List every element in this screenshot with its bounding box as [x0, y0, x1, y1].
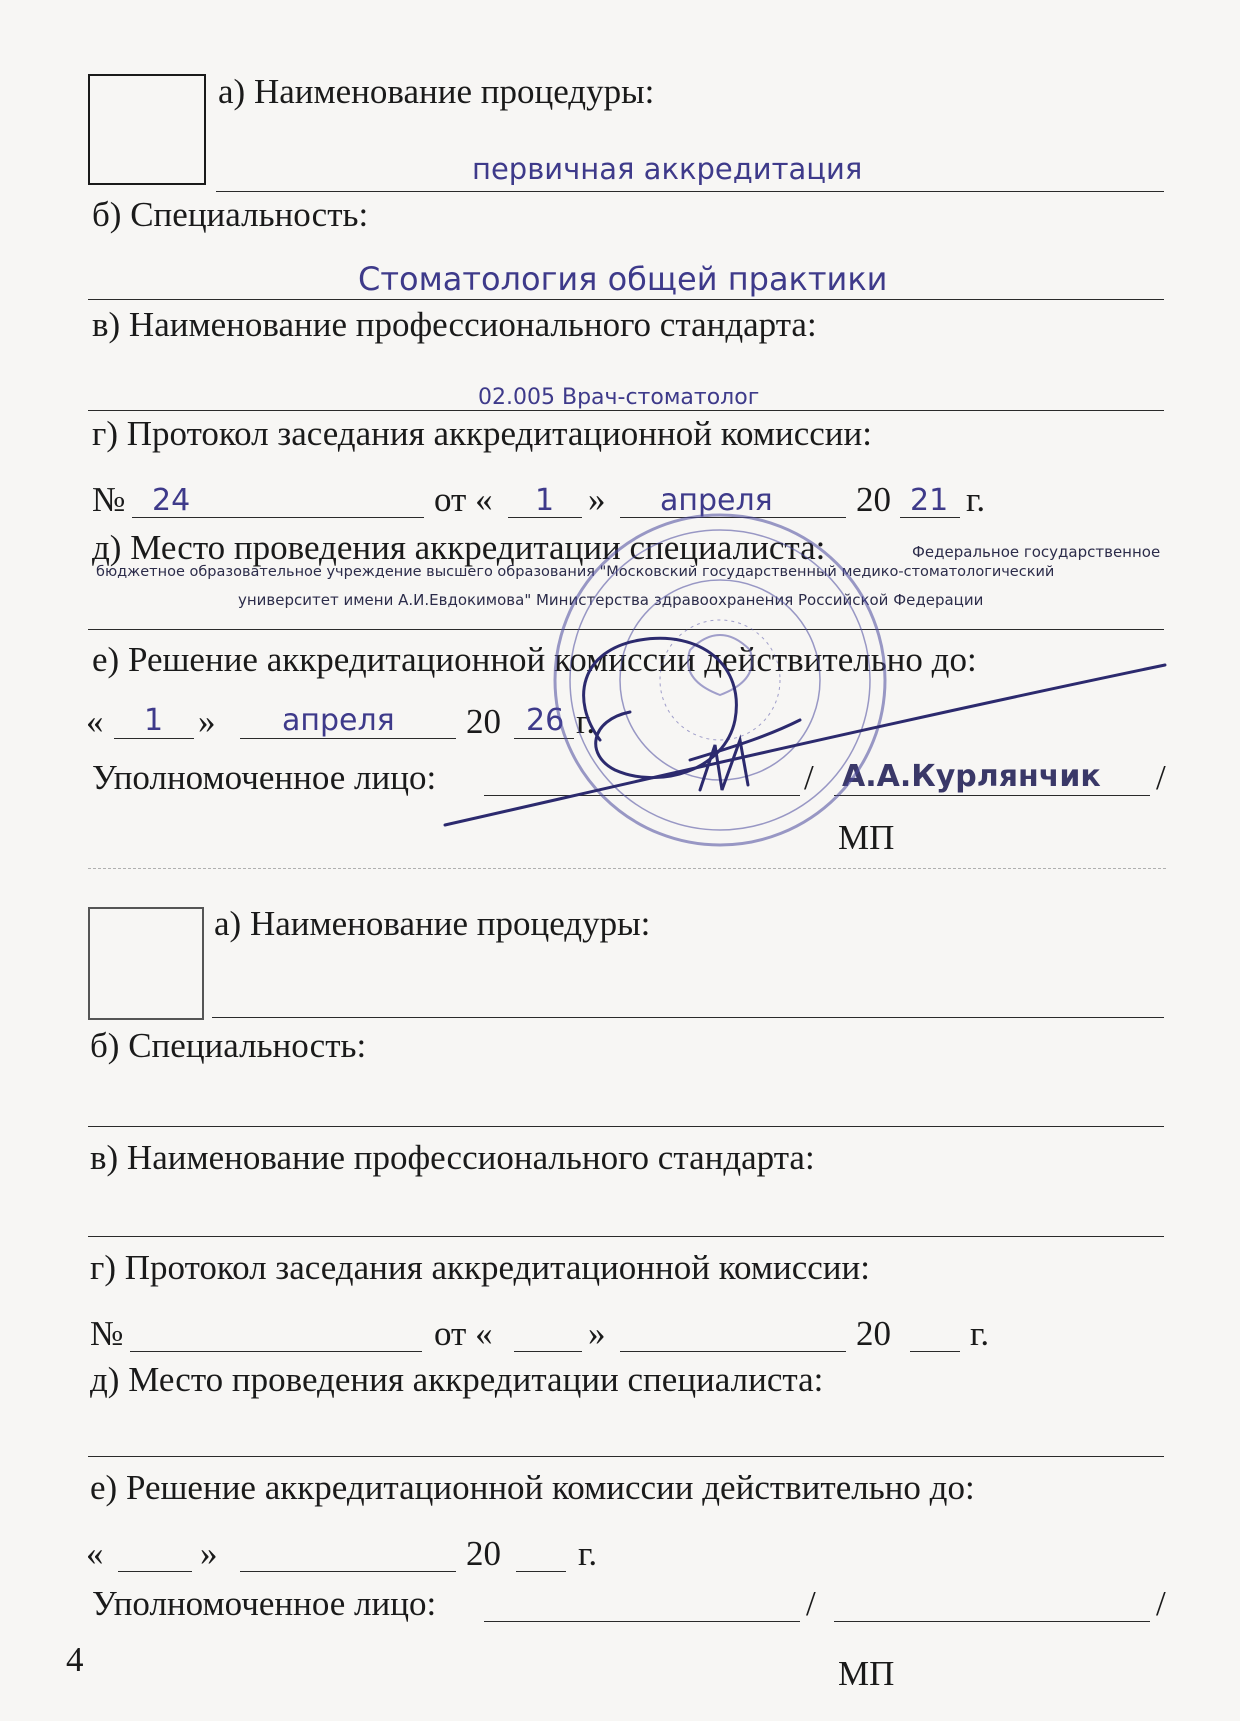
checkbox-2[interactable] — [88, 907, 204, 1020]
place-value-1a: Федеральное государственное — [912, 543, 1161, 561]
valid-g-1: г. — [576, 702, 596, 741]
place-line-1 — [88, 629, 1164, 630]
valid-year-line-2 — [516, 1571, 566, 1572]
protocol-month-line-2 — [620, 1351, 846, 1352]
close-quote-2: » — [588, 1314, 606, 1353]
valid-year-line-1 — [514, 738, 574, 739]
valid-open-quote-2: « — [86, 1534, 104, 1573]
protocol-day-1: 1 — [535, 483, 555, 518]
protocol-number-line-1 — [132, 517, 424, 518]
specialty-label-2: б) Специальность: — [90, 1026, 367, 1065]
authorized-label-1: Уполномоченное лицо: — [92, 758, 437, 797]
signature-line-2 — [484, 1621, 800, 1622]
protocol-year-line-2 — [910, 1351, 960, 1352]
valid-close-quote-2: » — [200, 1534, 218, 1573]
valid-month-1: апреля — [282, 703, 395, 738]
specialty-line-1 — [88, 299, 1164, 300]
place-value-1c: университет имени А.И.Евдокимова" Министерства здравоохранения Российской Федерации — [238, 591, 984, 609]
protocol-month-1: апреля — [660, 483, 773, 518]
checkbox-1[interactable] — [88, 74, 206, 185]
valid-close-quote-1: » — [198, 702, 216, 741]
place-value-1b: бюджетное образовательное учреждение высшего образования "Московский государственный медико-стоматологический — [96, 564, 1055, 580]
slash-1b: / — [1156, 758, 1166, 797]
number-sign-2: № — [90, 1314, 124, 1353]
number-sign-1: № — [92, 480, 126, 519]
procedure-label-1: а) Наименование процедуры: — [218, 72, 655, 111]
valid-label-2: е) Решение аккредитационной комиссии действительно до: — [90, 1468, 975, 1507]
page-number: 4 — [66, 1640, 84, 1679]
standard-label-2: в) Наименование профессионального стандарта: — [90, 1138, 815, 1177]
valid-year-prefix-1: 20 — [466, 702, 501, 741]
authorized-name-1: А.А.Курлянчик — [842, 759, 1101, 794]
protocol-year-line-1 — [900, 517, 960, 518]
protocol-month-line-1 — [620, 517, 846, 518]
valid-year-prefix-2: 20 — [466, 1534, 501, 1573]
procedure-label-2: а) Наименование процедуры: — [214, 904, 651, 943]
valid-day-line-2 — [118, 1571, 192, 1572]
specialty-label-1: б) Специальность: — [92, 195, 369, 234]
year-prefix-1: 20 — [856, 480, 891, 519]
protocol-number-1: 24 — [152, 483, 191, 518]
slash-1a: / — [804, 758, 814, 797]
valid-open-quote-1: « — [86, 702, 104, 741]
valid-g-2: г. — [578, 1534, 598, 1573]
valid-year-1: 26 — [526, 703, 565, 738]
procedure-line-2 — [212, 1017, 1164, 1018]
valid-label-1: е) Решение аккредитационной комиссии действительно до: — [92, 640, 977, 679]
specialty-line-2 — [88, 1126, 1164, 1127]
valid-month-line-1 — [240, 738, 456, 739]
name-line-2 — [834, 1621, 1150, 1622]
protocol-day-line-2 — [514, 1351, 582, 1352]
specialty-value-1: Стоматология общей практики — [358, 260, 888, 298]
signature-line-1 — [484, 795, 800, 796]
slash-2b: / — [1156, 1584, 1166, 1623]
slash-2a: / — [806, 1584, 816, 1623]
place-label-1: д) Место проведения аккредитации специалиста: — [92, 528, 826, 567]
place-label-2: д) Место проведения аккредитации специалиста: — [90, 1360, 824, 1399]
standard-line-2 — [88, 1236, 1164, 1237]
protocol-label-1: г) Протокол заседания аккредитационной комиссии: — [92, 414, 872, 453]
from-text-1: от « — [434, 480, 493, 519]
authorized-label-2: Уполномоченное лицо: — [92, 1584, 437, 1623]
protocol-label-2: г) Протокол заседания аккредитационной комиссии: — [90, 1248, 870, 1287]
procedure-value-1: первичная аккредитация — [472, 152, 863, 186]
year-g-2: г. — [970, 1314, 990, 1353]
section-divider — [88, 868, 1166, 869]
protocol-number-line-2 — [130, 1351, 422, 1352]
valid-day-1: 1 — [144, 703, 164, 738]
close-quote-1: » — [588, 480, 606, 519]
standard-line-1 — [88, 410, 1164, 411]
procedure-line-1 — [216, 191, 1164, 192]
year-g-1: г. — [966, 480, 986, 519]
standard-value-1: 02.005 Врач-стоматолог — [478, 385, 760, 410]
valid-day-line-1 — [114, 738, 194, 739]
protocol-day-line-1 — [508, 517, 582, 518]
place-line-2 — [88, 1456, 1164, 1457]
mp-label-1: МП — [838, 818, 895, 857]
valid-month-line-2 — [240, 1571, 456, 1572]
from-text-2: от « — [434, 1314, 493, 1353]
mp-label-2: МП — [838, 1654, 895, 1693]
standard-label-1: в) Наименование профессионального стандарта: — [92, 305, 817, 344]
protocol-year-1: 21 — [910, 483, 949, 518]
name-line-1 — [834, 795, 1150, 796]
year-prefix-2: 20 — [856, 1314, 891, 1353]
